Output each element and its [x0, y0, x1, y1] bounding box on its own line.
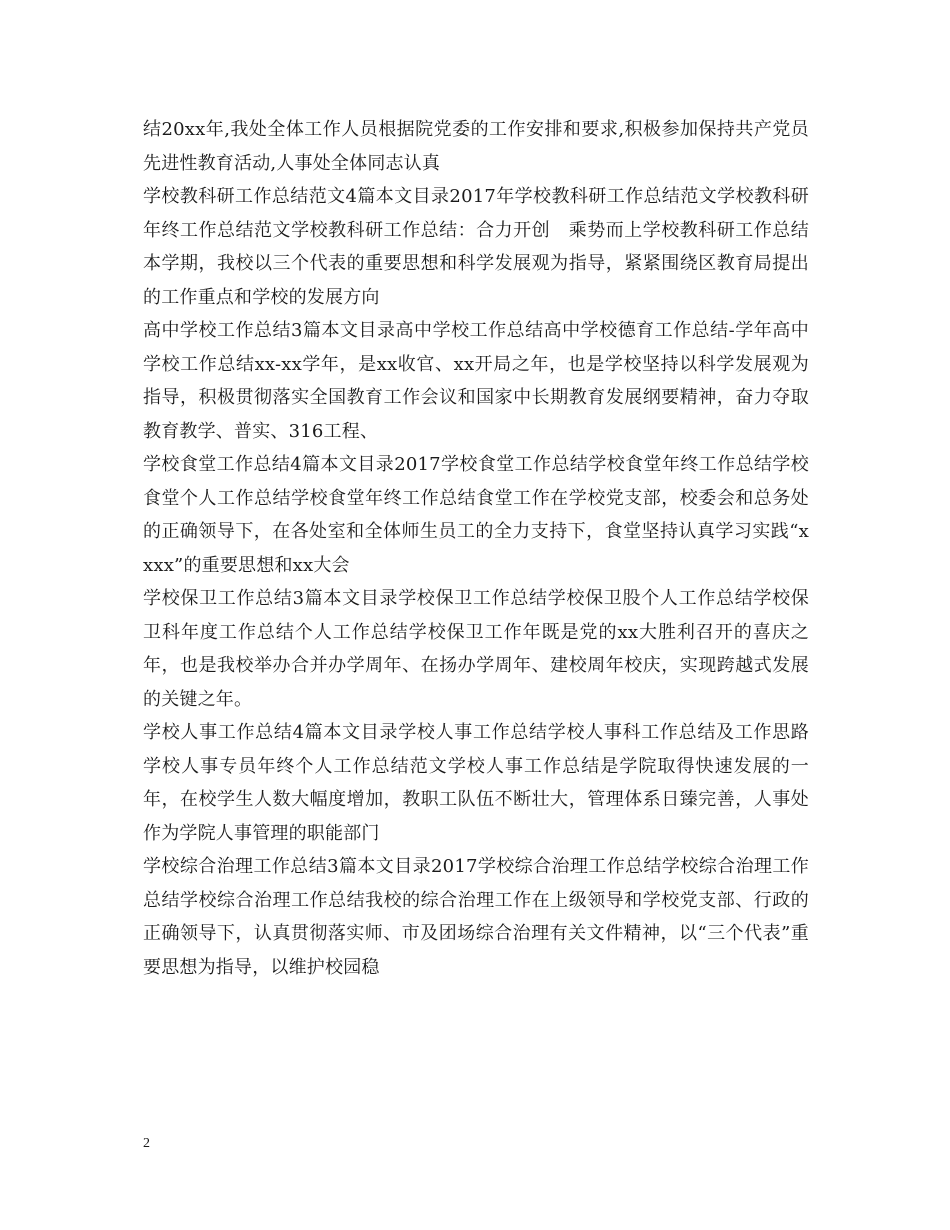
- paragraph-1: 结20xx年,我处全体工作人员根据院党委的工作安排和要求,积极参加保持共产党员先进性教育活动,人事处全体同志认真: [143, 119, 809, 174]
- paragraph-2: 学校教科研工作总结范文4篇本文目录2017年学校教科研工作总结范文学校教科研年终工作总结范文学校教科研工作总结：合力开创 乘势而上学校教科研工作总结本学期，我校以三个代表的重要思想和科学发展观为指导，紧紧围绕区教育局提出的工作重点和学校的发展方向: [143, 186, 809, 308]
- paragraph-7: 学校综合治理工作总结3篇本文目录2017学校综合治理工作总结学校综合治理工作总结学校综合治理工作总结我校的综合治理工作在上级领导和学校党支部、行政的正确领导下，认真贯彻落实师、市及团场综合治理有关文件精神，以“三个代表”重要思想为指导，以维护校园稳: [143, 856, 809, 978]
- page-number: 2: [143, 1136, 150, 1151]
- paragraph-4: 学校食堂工作总结4篇本文目录2017学校食堂工作总结学校食堂年终工作总结学校食堂个人工作总结学校食堂年终工作总结食堂工作在学校党支部，校委会和总务处的正确领导下，在各处室和全体师生员工的全力支持下，食堂坚持认真学习实践“xxxx”的重要思想和xx大会: [143, 454, 809, 576]
- paragraph-3: 高中学校工作总结3篇本文目录高中学校工作总结高中学校德育工作总结-学年高中学校工作总结xx-xx学年，是xx收官、xx开局之年，也是学校坚持以科学发展观为指导，积极贯彻落实全国教育工作会议和国家中长期教育发展纲要精神，奋力夺取教育教学、普实、316工程、: [143, 320, 809, 442]
- paragraph-5: 学校保卫工作总结3篇本文目录学校保卫工作总结学校保卫股个人工作总结学校保卫科年度工作总结个人工作总结学校保卫工作年既是党的xx大胜利召开的喜庆之年，也是我校举办合并办学周年、在扬办学周年、建校周年校庆，实现跨越式发展的关键之年。: [143, 588, 809, 710]
- paragraph-6: 学校人事工作总结4篇本文目录学校人事工作总结学校人事科工作总结及工作思路学校人事专员年终个人工作总结范文学校人事工作总结是学院取得快速发展的一年，在校学生人数大幅度增加，教职工队伍不断壮大，管理体系日臻完善，人事处作为学院人事管理的职能部门: [143, 722, 809, 844]
- document-body: [143, 113, 809, 984]
